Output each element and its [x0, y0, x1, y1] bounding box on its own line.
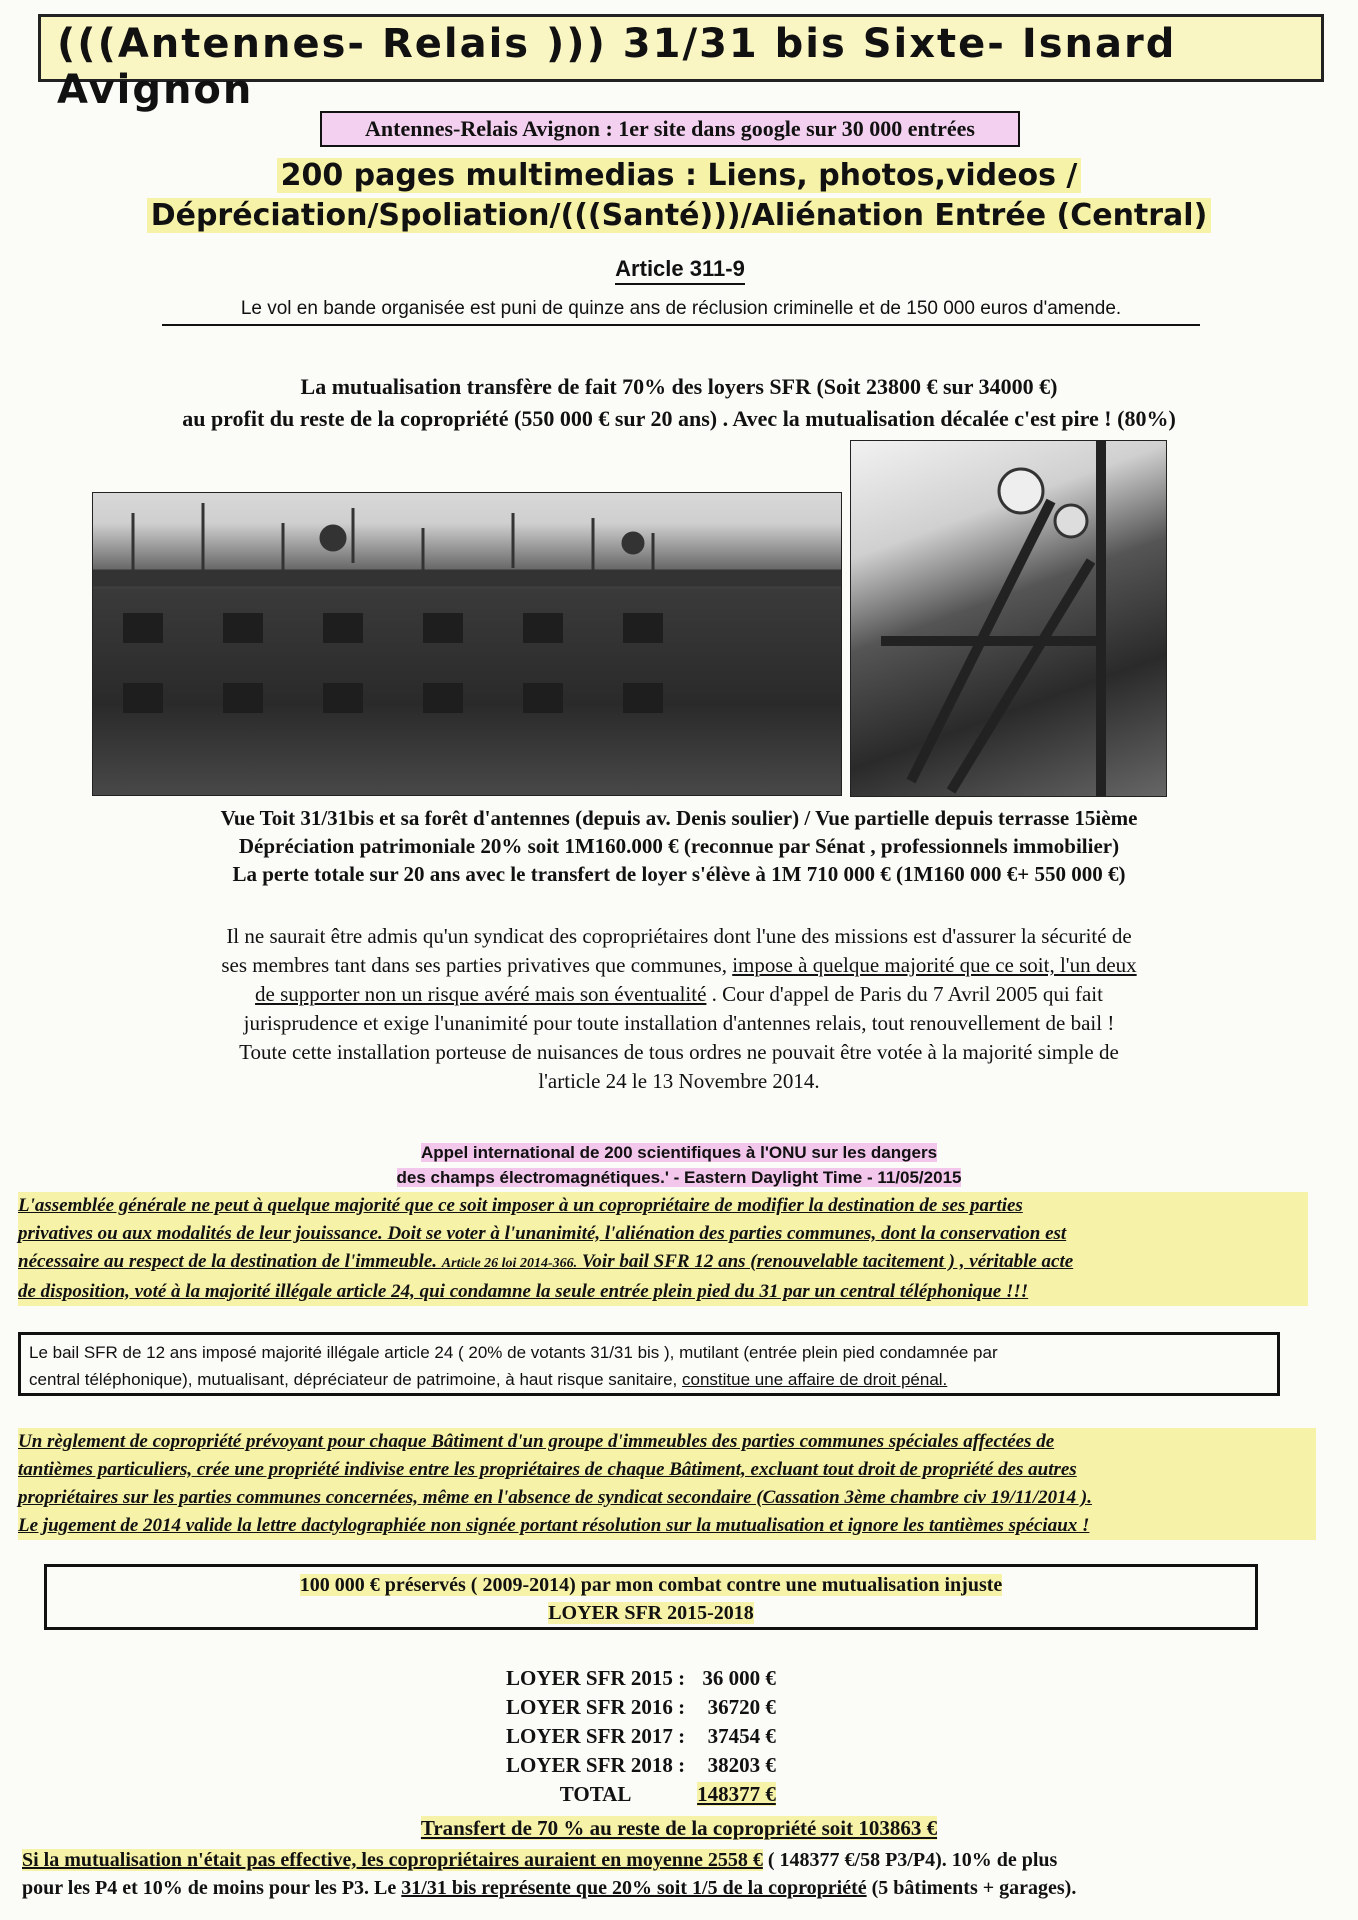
caption-line-3: La perte totale sur 20 ans avec le transfert de loyer s'élève à 1M 710 000 € (1M160 000 €+ 550 000 €) [232, 862, 1126, 886]
caption-line-2: Dépréciation patrimoniale 20% soit 1M160.000 € (reconnue par Sénat , professionnels immobilier) [238, 834, 1120, 858]
assembly-line-4: de disposition, voté à la majorité illégale article 24, qui condamne la seule entrée plein pied du 31 par un central téléphonique !!! [18, 1281, 1029, 1302]
rent-table [500, 1664, 782, 1809]
assembly-line-1: L'assemblée générale ne peut à quelque majorité que ce soit imposer à un copropriétaire de modifier la destination de ses parties [18, 1195, 1023, 1216]
appeal-block [200, 1140, 1158, 1190]
rent-row: LOYER SFR 2017 : 37454 € [506, 1724, 776, 1748]
regulation-paragraph [18, 1428, 1316, 1540]
court-line-5: Toute cette installation porteuse de nuisances de tous ordres ne pouvait être votée à la majorité simple de [239, 1040, 1119, 1064]
court-paragraph [110, 922, 1248, 1096]
terrace-photo [850, 440, 1167, 797]
headline-line-1: 200 pages multimedias : Liens, photos,videos / [100, 158, 1258, 193]
regulation-line-2: tantièmes particuliers, crée une propriété indivise entre les propriétaires de chaque Bâtiment, excluant tout droit de propriété des autres [18, 1459, 1077, 1480]
page-title: (((Antennes- Relais ))) 31/31 bis Sixte- Isnard Avignon [57, 21, 1177, 113]
subtitle-box [320, 111, 1020, 147]
appeal-line-2: des champs électromagnétiques.' - Eastern Daylight Time - 11/05/2015 [396, 1168, 962, 1187]
roof-photo [92, 492, 842, 796]
article-title: Article 311-9 [560, 256, 800, 282]
lease-line-2: central téléphonique), mutualisant, dépréciateur de patrimoine, à haut risque sanitaire, constitue une affaire de droit pénal. [29, 1370, 948, 1389]
subtitle: Antennes-Relais Avignon : 1er site dans google sur 30 000 entrées [365, 116, 975, 141]
lease-line-1: Le bail SFR de 12 ans imposé majorité illégale article 24 ( 20% de votants 31/31 bis ), mutilant (entrée plein pied condamnée par [29, 1343, 998, 1362]
court-line-1: Il ne saurait être admis qu'un syndicat des copropriétaires dont l'une des missions est d'assurer la sécurité de [226, 924, 1132, 948]
caption-line-1: Vue Toit 31/31bis et sa forêt d'antennes (depuis av. Denis soulier) / Vue partielle depuis terrasse 15ième [220, 806, 1138, 830]
antennas-silhouette [93, 493, 841, 795]
assembly-line-3: nécessaire au respect de la destination de l'immeuble. Article 26 loi 2014-366. Voir bail SFR 12 ans (renouvelable tacitement ) , véritable acte [18, 1251, 1074, 1272]
rent-row: LOYER SFR 2015 : 36 000 € [506, 1666, 776, 1690]
court-line-6: l'article 24 le 13 Novembre 2014. [538, 1069, 820, 1093]
rent-row: LOYER SFR 2016 : 36720 € [506, 1695, 776, 1719]
regulation-line-1: Un règlement de copropriété prévoyant pour chaque Bâtiment d'un groupe d'immeubles des parties communes spéciales affectées de [18, 1431, 1055, 1452]
transfer-line: Transfert de 70 % au reste de la copropriété soit 103863 € [420, 1816, 938, 1840]
intro-line-2: au profit du reste de la copropriété (550 000 € sur 20 ans) . Avec la mutualisation décalée c'est pire ! (80%) [182, 406, 1176, 431]
regulation-line-4: Le jugement de 2014 valide la lettre dactylographiée non signée portant résolution sur la mutualisation et ignore les tantièmes spéciaux ! [18, 1515, 1090, 1536]
mast-silhouette [851, 441, 1166, 796]
footer-line-1: Si la mutualisation n'était pas effective, les copropriétaires auraient en moyenne 2558 € ( 148377 €/58 P3/P4). 10% de plus [22, 1849, 1058, 1871]
preserved-line-1: 100 000 € préservés ( 2009-2014) par mon combat contre une mutualisation injuste [299, 1574, 1003, 1596]
lease-box [18, 1332, 1280, 1396]
assembly-paragraph [18, 1192, 1308, 1306]
court-line-4: jurisprudence et exige l'unanimité pour toute installation d'antennes relais, tout renouvellement de bail ! [243, 1011, 1115, 1035]
rent-row: LOYER SFR 2018 : 38203 € [506, 1753, 776, 1777]
court-line-2: ses membres tant dans ses parties privatives que communes, impose à quelque majorité que ce soit, l'un deux [221, 953, 1137, 977]
total-row: TOTAL 148377 € [559, 1782, 776, 1806]
total-value: 148377 € [697, 1782, 776, 1806]
footer-paragraph [22, 1846, 1338, 1902]
headline-line-2: Dépréciation/Spoliation/(((Santé)))/Aliénation Entrée (Central) [100, 198, 1258, 233]
title-banner [38, 14, 1324, 113]
court-line-3: de supporter non un risque avéré mais son éventualité . Cour d'appel de Paris du 7 Avril 2005 qui fait [255, 982, 1103, 1006]
intro-line-1: La mutualisation transfère de fait 70% des loyers SFR (Soit 23800 € sur 34000 €) [300, 374, 1058, 399]
assembly-line-2: privatives ou aux modalités de leur jouissance. Doit se voter à l'unanimité, l'aliénation des parties communes, dont la conservation est [18, 1223, 1067, 1244]
preserved-line-2: LOYER SFR 2015-2018 [548, 1602, 754, 1624]
appeal-line-1: Appel international de 200 scientifiques à l'ONU sur les dangers [420, 1143, 938, 1162]
article-text: Le vol en bande organisée est puni de quinze ans de réclusion criminelle et de 150 000 euros d'amende. [162, 298, 1200, 326]
preserved-box [44, 1564, 1258, 1630]
regulation-line-3: propriétaires sur les parties communes concernées, même en l'absence de syndicat secondaire (Cassation 3ème chambre civ 19/11/2014 ). [18, 1487, 1092, 1508]
footer-line-2: pour les P4 et 10% de moins pour les P3. Le 31/31 bis représente que 20% soit 1/5 de la copropriété (5 bâtiments + garages). [22, 1877, 1077, 1899]
